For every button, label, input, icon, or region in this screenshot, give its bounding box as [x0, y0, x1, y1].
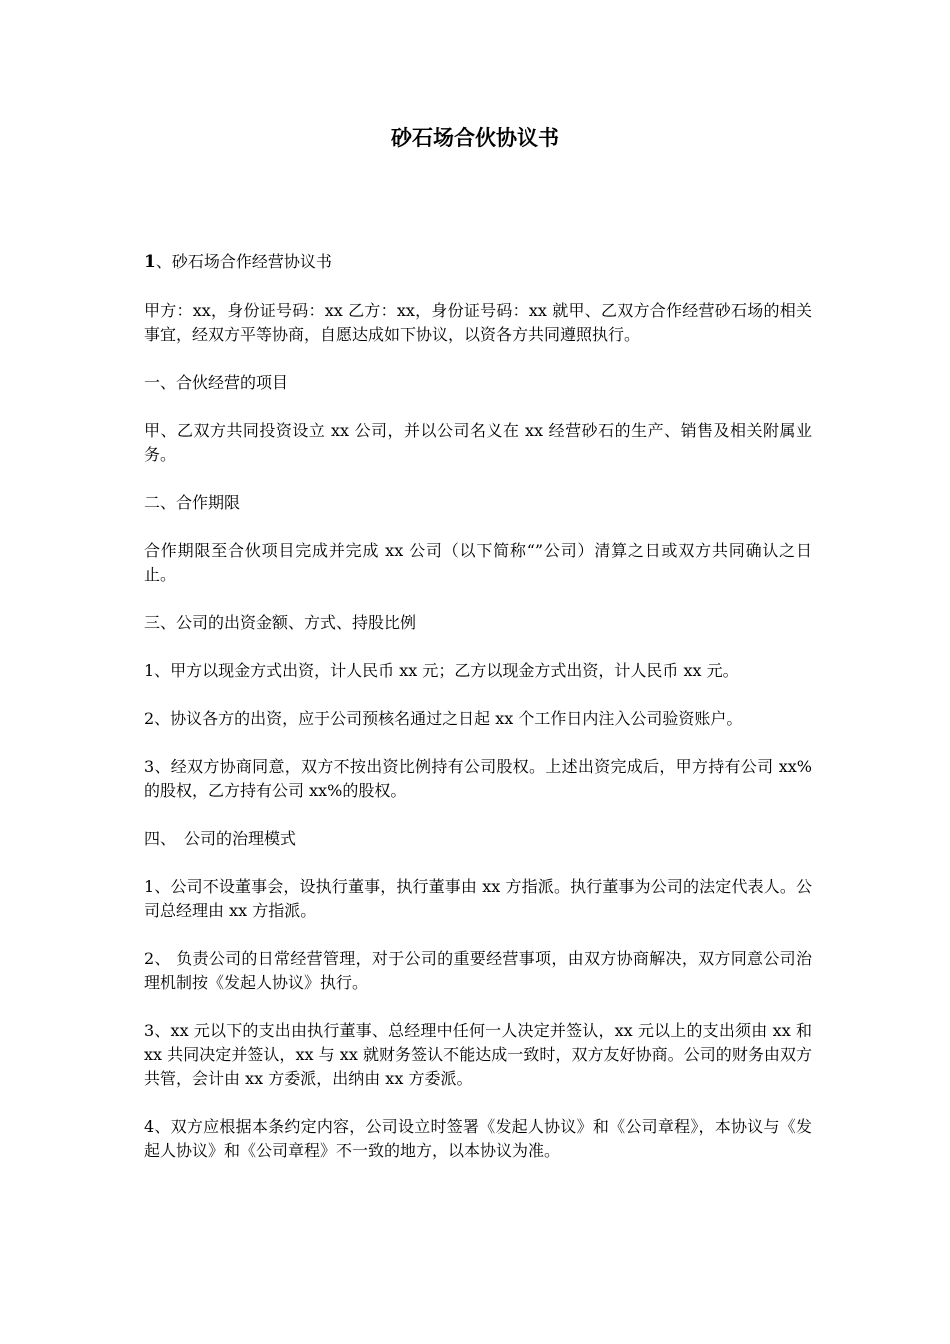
term-paragraph: 合作期限至合伙项目完成并完成 xx 公司（以下简称“”公司）清算之日或双方共同确认之日止。	[144, 541, 812, 584]
clause-heading-project: 一、合伙经营的项目	[144, 373, 289, 392]
governance-item-1: 1、公司不设董事会，设执行董事，执行董事由 xx 方指派。执行董事为公司的法定代表人。公司总经理由 xx 方指派。	[144, 877, 812, 920]
governance-item-4: 4、双方应根据本条约定内容，公司设立时签署《发起人协议》和《公司章程》，本协议与《发起人协议》和《公司章程》不一致的地方，以本协议为准。	[144, 1117, 812, 1160]
clause-heading-capital: 三、公司的出资金额、方式、持股比例	[144, 613, 417, 632]
capital-item-1: 1、甲方以现金方式出资，计人民币 xx 元；乙方以现金方式出资，计人民币 xx 元。	[144, 661, 739, 680]
governance-item-2: 2、 负责公司的日常经营管理，对于公司的重要经营事项，由双方协商解决，双方同意公司治理机制按《发起人协议》执行。	[144, 949, 812, 992]
section-heading-text: 、砂石场合作经营协议书	[155, 252, 332, 271]
capital-item-3: 3、经双方协商同意，双方不按出资比例持有公司股权。上述出资完成后，甲方持有公司 xx%的股权，乙方持有公司 xx%的股权。	[144, 757, 812, 800]
section-number: 1	[144, 252, 156, 272]
section-heading-1	[144, 250, 812, 274]
project-paragraph: 甲、乙双方共同投资设立 xx 公司，并以公司名义在 xx 经营砂石的生产、销售及相关附属业务。	[144, 421, 812, 464]
parties-paragraph: 甲方：xx，身份证号码：xx 乙方：xx，身份证号码：xx 就甲、乙双方合作经营砂石场的相关事宜，经双方平等协商，自愿达成如下协议，以资各方共同遵照执行。	[144, 301, 812, 344]
clause-heading-governance: 四、 公司的治理模式	[144, 829, 297, 848]
document-title: 砂石场合伙协议书	[391, 125, 559, 150]
capital-item-2: 2、协议各方的出资，应于公司预核名通过之日起 xx 个工作日内注入公司验资账户。	[144, 709, 743, 728]
governance-item-3: 3、xx 元以下的支出由执行董事、总经理中任何一人决定并签认，xx 元以上的支出须由 xx 和 xx 共同决定并签认，xx 与 xx 就财务签认不能达成一致时，双方友好协商。公司的财务由双方共管，会计由 xx 方委派，出纳由 xx 方委派。	[144, 1021, 812, 1088]
clause-heading-term: 二、合作期限	[144, 493, 241, 512]
document-body	[144, 250, 812, 1163]
